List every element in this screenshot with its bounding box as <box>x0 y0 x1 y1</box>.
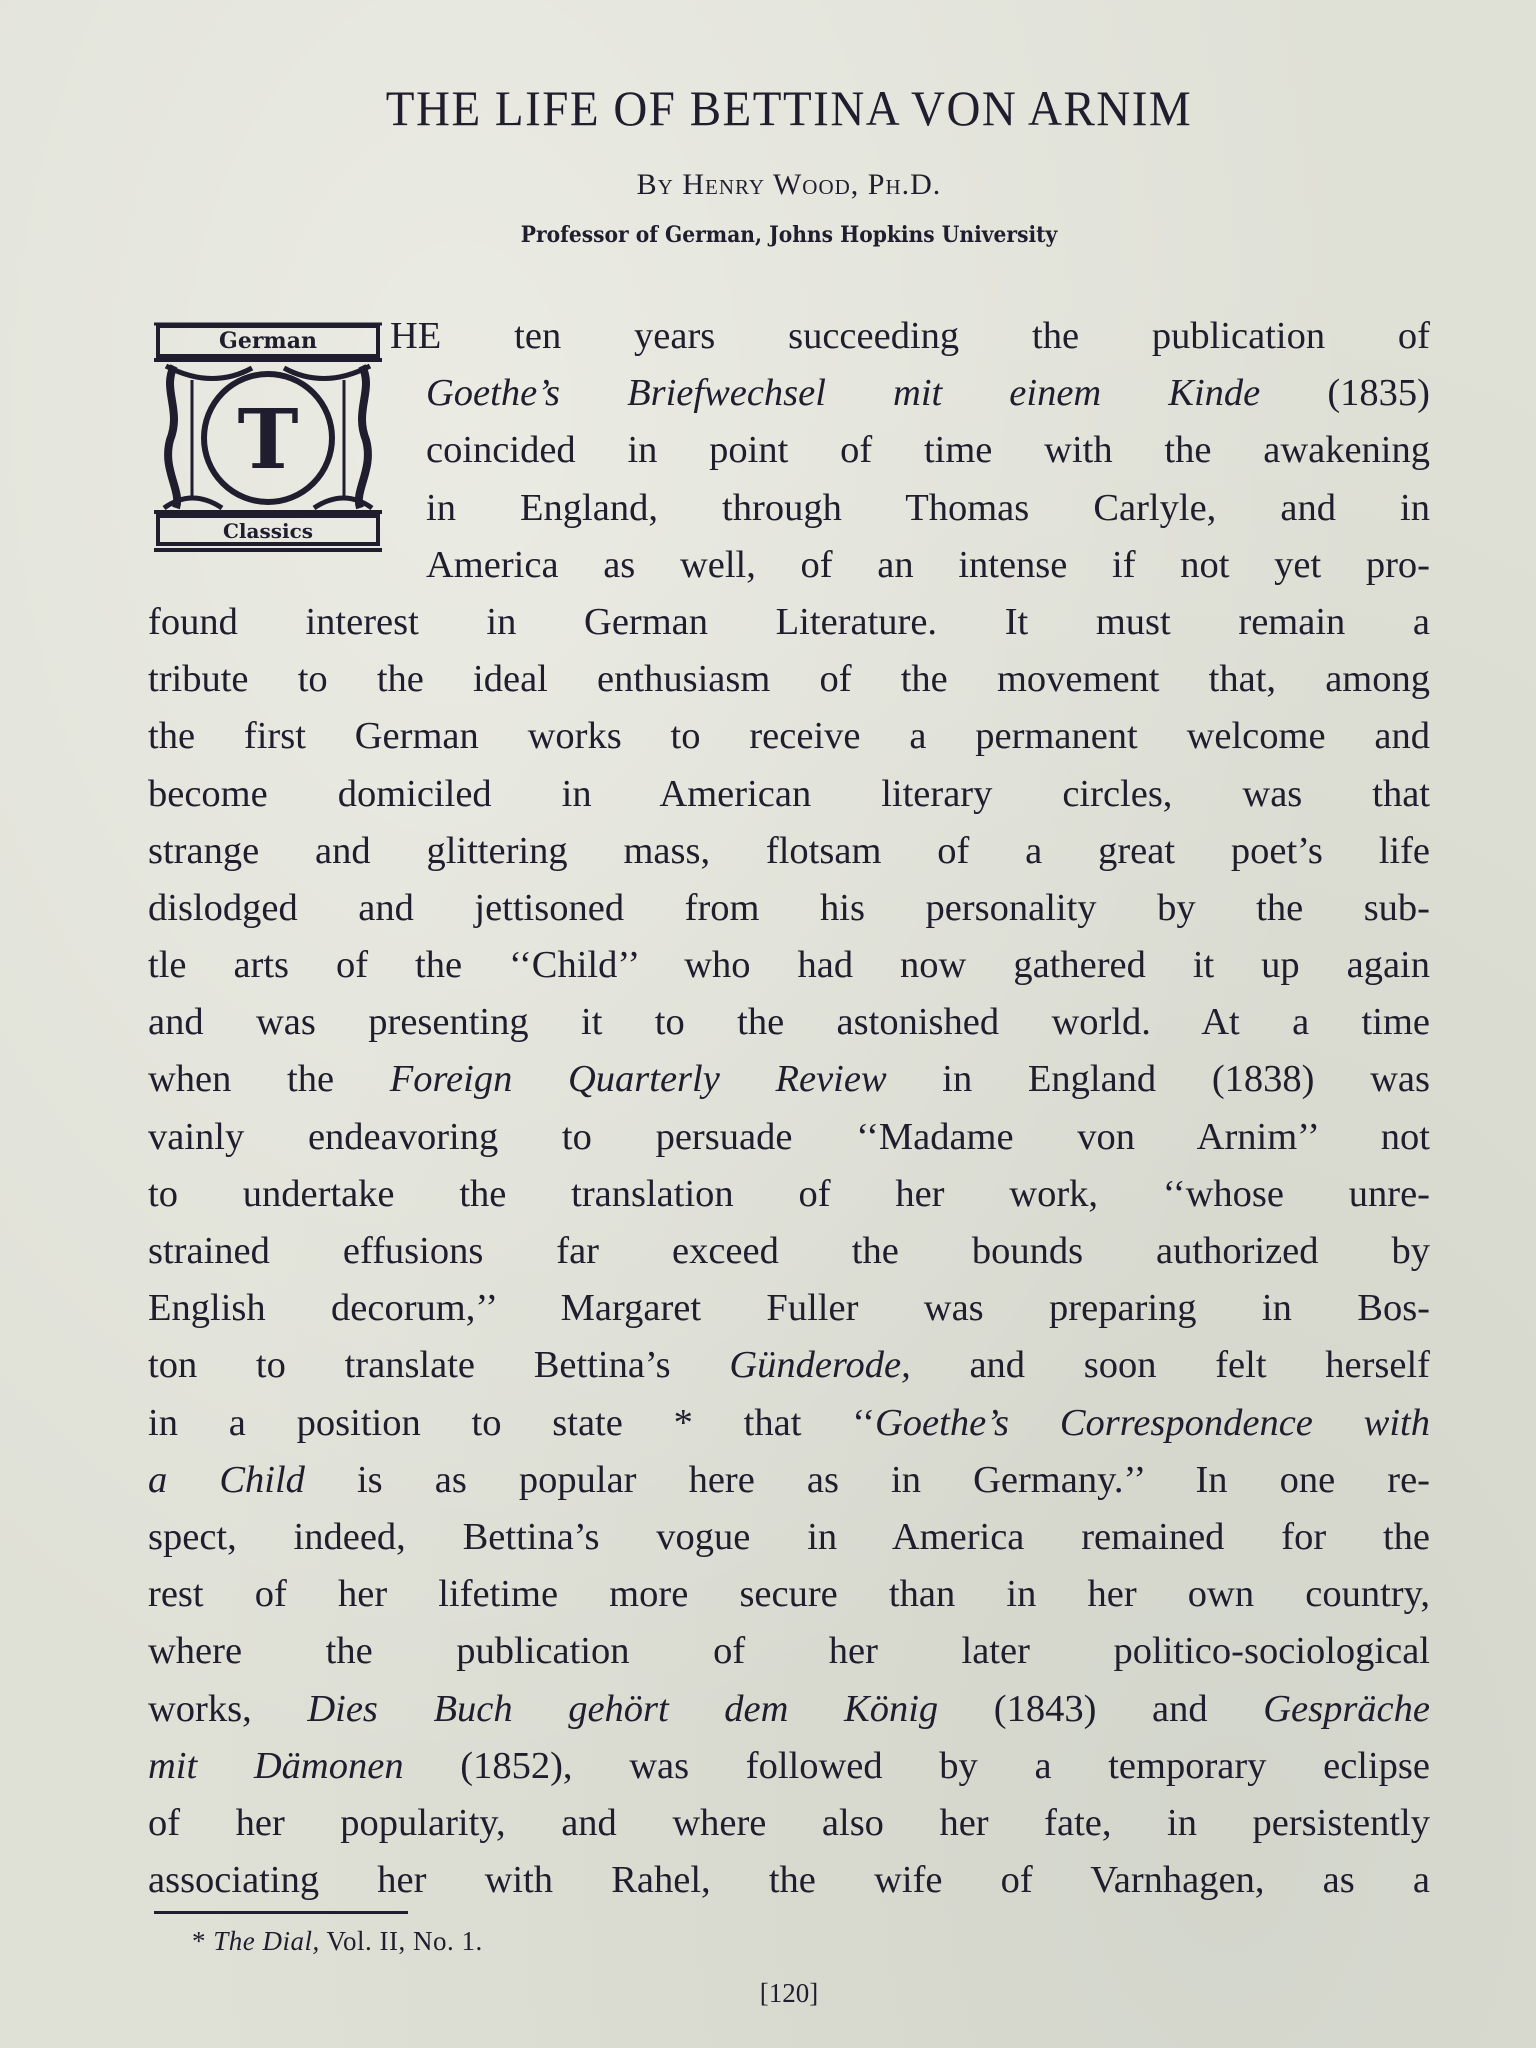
text-line <box>148 1566 1430 1623</box>
text-line <box>148 651 1430 708</box>
text-run: (1835) <box>1260 372 1430 415</box>
text-line <box>148 1223 1430 1280</box>
text-run: (1843) and <box>938 1687 1264 1730</box>
italic-title-text: a Child <box>148 1458 305 1501</box>
page-number: [120] <box>759 1978 819 2008</box>
text-line <box>148 1166 1430 1223</box>
text-line <box>148 994 1430 1051</box>
text-line <box>148 766 1430 823</box>
text-run: coincided in point of time with the awakening <box>426 429 1430 472</box>
text-run: (1852), was followed by a temporary eclipse <box>403 1744 1430 1787</box>
italic-title-text: Goethe’s Briefwechsel mit einem Kinde <box>426 372 1261 415</box>
text-line <box>148 594 1430 651</box>
footnote <box>192 1926 483 1957</box>
text-line <box>148 1738 1430 1795</box>
text-line <box>148 1795 1430 1852</box>
text-run: found interest in German Literature. It must remain a <box>148 600 1430 643</box>
text-run: of her popularity, and where also her fate, in persistently <box>148 1801 1430 1844</box>
text-run: works, <box>148 1687 308 1730</box>
text-run: tle arts of the ‘‘Child’’ who had now gathered it up again <box>148 944 1430 987</box>
text-line <box>390 308 1430 365</box>
text-run: strained effusions far exceed the bounds authorized by <box>148 1230 1430 1272</box>
text-line <box>148 1681 1430 1738</box>
text-line <box>148 823 1430 880</box>
text-line <box>426 537 1430 594</box>
text-line <box>148 880 1430 937</box>
text-run: rest of her lifetime more secure than in her own country, <box>148 1573 1430 1616</box>
text-run: in a position to state * that ‘‘ <box>148 1401 875 1444</box>
text-run: strange and glittering mass, flotsam of a great poet’s life <box>148 829 1430 872</box>
text-line <box>148 1395 1430 1452</box>
text-line <box>426 480 1430 537</box>
text-line <box>148 1051 1430 1108</box>
text-run: and was presenting it to the astonished world. At a time <box>148 1001 1430 1044</box>
text-run: when the <box>148 1058 390 1101</box>
text-line <box>148 1337 1430 1394</box>
italic-title-text: Foreign Quarterly Review <box>389 1058 887 1101</box>
italic-title-text: Günderode, <box>729 1344 911 1387</box>
text-line <box>426 365 1430 422</box>
italic-title-text: Dies Buch gehört dem König <box>307 1687 939 1730</box>
text-line <box>148 1109 1430 1166</box>
text-run: vainly endeavoring to persuade ‘‘Madame von Arnim’’ not <box>148 1115 1430 1158</box>
text-run: become domiciled in American literary circles, was that <box>148 772 1430 815</box>
text-line <box>148 937 1430 994</box>
dropcap-banner-bottom: Classics <box>222 519 314 543</box>
text-run: dislodged and jettisoned from his personality by the sub- <box>148 886 1430 929</box>
text-run: is as popular here as in Germany.’’ In one re- <box>304 1458 1430 1501</box>
text-run: English decorum,’’ Margaret Fuller was preparing in Bos- <box>148 1287 1430 1330</box>
footnote-marker: * <box>192 1926 214 1956</box>
text-line <box>148 1509 1430 1566</box>
article-body <box>148 308 1430 1909</box>
italic-title-text: Goethe’s Correspondence with <box>875 1401 1430 1444</box>
italic-title-text: Gespräche <box>1263 1687 1430 1730</box>
book-page <box>148 0 1430 2048</box>
text-line <box>148 1623 1430 1680</box>
text-line <box>148 1452 1430 1509</box>
text-run: where the publication of her later politico-sociological <box>148 1630 1430 1673</box>
text-run: and soon felt herself <box>910 1344 1430 1387</box>
footnote-divider <box>154 1911 408 1914</box>
text-line <box>148 1852 1430 1909</box>
text-run: to undertake the translation of her work, ‘‘whose unre- <box>148 1172 1430 1215</box>
text-line <box>148 708 1430 765</box>
text-run: America as well, of an intense if not yet pro- <box>426 543 1430 586</box>
footnote-source: The Dial, <box>213 1926 320 1956</box>
text-line <box>426 422 1430 479</box>
article-title: THE LIFE OF BETTINA VON ARNIM <box>385 81 1193 137</box>
italic-title-text: mit Dämonen <box>148 1744 404 1787</box>
text-run: in England (1838) was <box>886 1058 1430 1101</box>
text-run: in England, through Thomas Carlyle, and in <box>426 486 1430 529</box>
text-run: ton to translate Bettina’s <box>148 1344 730 1387</box>
dropcap-letter: T <box>237 392 299 488</box>
author-affiliation: Professor of German, Johns Hopkins University <box>520 222 1058 248</box>
dropcap-banner-top: German <box>219 328 317 354</box>
text-run: tribute to the ideal enthusiasm of the movement that, among <box>148 658 1430 701</box>
text-run: HE ten years succeeding the publication of <box>390 315 1430 357</box>
footnote-reference: Vol. II, No. 1. <box>319 1926 483 1956</box>
text-line <box>148 1280 1430 1337</box>
author-byline: By Henry Wood, Ph.D. <box>636 168 942 201</box>
text-run: spect, indeed, Bettina’s vogue in America remained for the <box>148 1515 1430 1558</box>
text-run: associating her with Rahel, the wife of Varnhagen, as a <box>148 1859 1430 1902</box>
text-run: the first German works to receive a permanent welcome and <box>148 715 1430 758</box>
